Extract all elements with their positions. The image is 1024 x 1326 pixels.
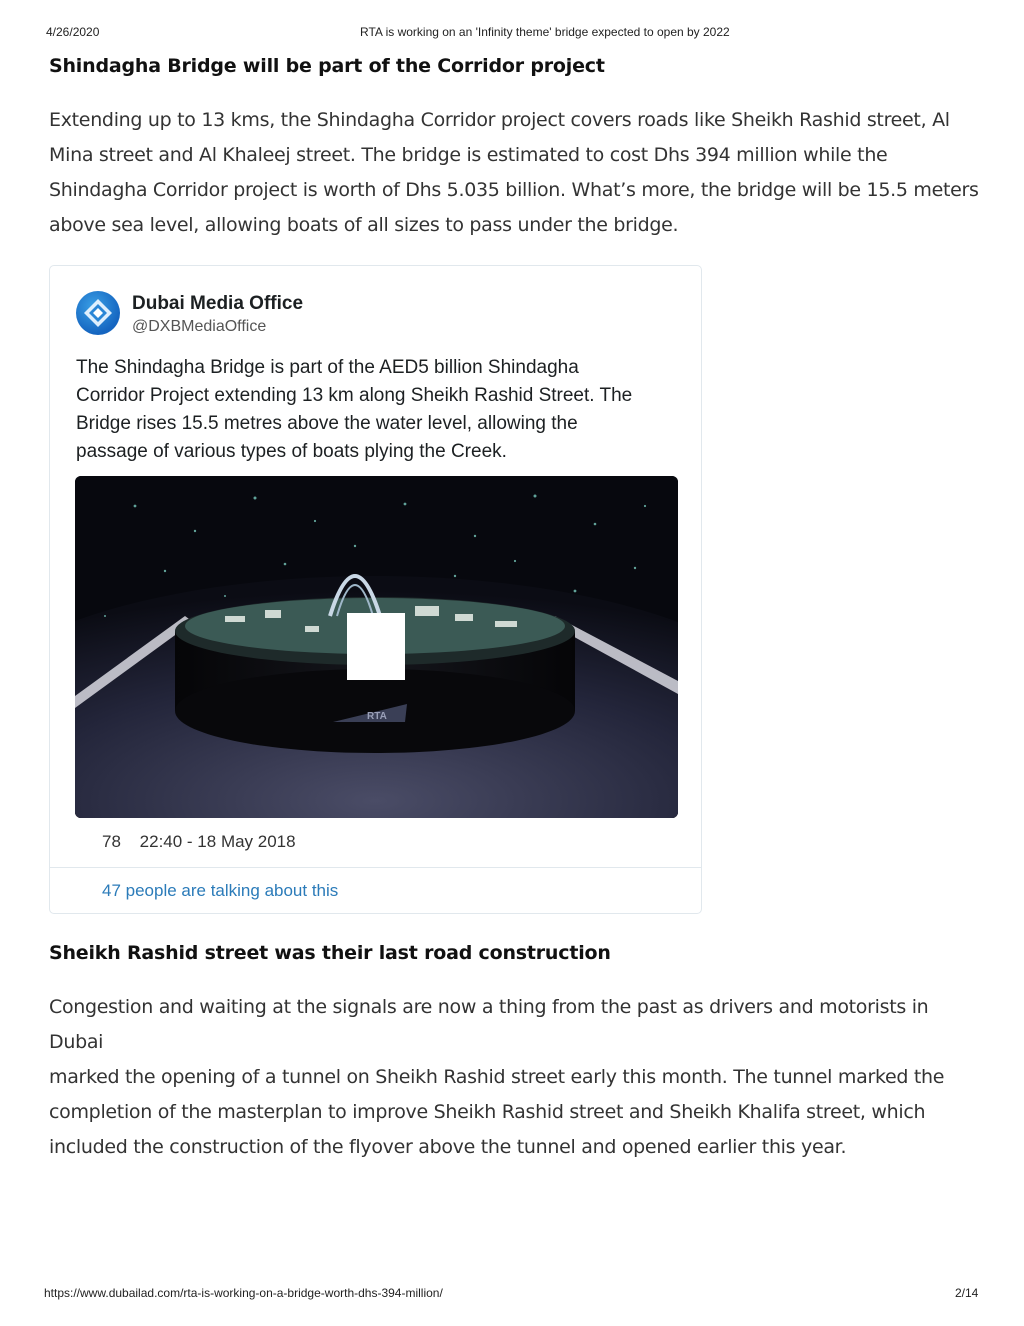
paragraph-line: Mina street and Al Khaleej street. The bridge is estimated to cost Dhs 394 million while the [49,144,888,166]
embedded-tweet[interactable] [49,265,702,914]
talking-about-link[interactable]: 47 people are talking about this [102,881,339,900]
section-heading-corridor: Shindagha Bridge will be part of the Corridor project [49,55,605,77]
like-count[interactable]: 78 [102,832,121,851]
tweet-divider [50,867,701,868]
diamond-logo-icon[interactable] [76,291,120,335]
paragraph-corridor [49,103,984,243]
page-number: 2/14 [955,1286,979,1300]
section-heading-sheikh-rashid: Sheikh Rashid street was their last road construction [49,942,611,964]
paragraph-line: included the construction of the flyover above the tunnel and opened earlier this year. [49,1136,847,1158]
tweet-media-image[interactable] [75,476,678,818]
print-page-title: RTA is working on an 'Infinity theme' bridge expected to open by 2022 [360,25,730,39]
paragraph-sheikh-rashid [49,990,984,1165]
tweet-meta [102,832,296,852]
paragraph-line: above sea level, allowing boats of all sizes to pass under the bridge. [49,214,679,236]
tweet-text [76,354,686,466]
paragraph-line: Congestion and waiting at the signals are now a thing from the past as drivers and motorists in Dubai [49,996,929,1053]
tweet-line: passage of various types of boats plying the Creek. [76,441,507,462]
print-url: https://www.dubailad.com/rta-is-working-on-a-bridge-worth-dhs-394-million/ [44,1286,443,1300]
account-handle[interactable]: @DXBMediaOffice [132,318,267,335]
paragraph-line: Extending up to 13 kms, the Shindagha Corridor project covers roads like Sheikh Rashid street, Al [49,109,950,131]
print-date: 4/26/2020 [46,25,100,39]
paragraph-line: completion of the masterplan to improve Sheikh Rashid street and Sheikh Khalifa street, which [49,1101,926,1123]
paragraph-line: marked the opening of a tunnel on Sheikh Rashid street early this month. The tunnel marked the [49,1066,945,1088]
tweet-line: Bridge rises 15.5 metres above the water level, allowing the [76,413,578,434]
image-logo-text: RTA [367,711,387,722]
tweet-timestamp[interactable]: 22:40 - 18 May 2018 [139,832,296,851]
account-name[interactable]: Dubai Media Office [132,293,304,314]
tweet-line: The Shindagha Bridge is part of the AED5 billion Shindagha [76,357,579,378]
tweet-line: Corridor Project extending 13 km along Sheikh Rashid Street. The [76,385,633,406]
paragraph-line: Shindagha Corridor project is worth of Dhs 5.035 billion. What’s more, the bridge will be 15.5 meters [49,179,979,201]
